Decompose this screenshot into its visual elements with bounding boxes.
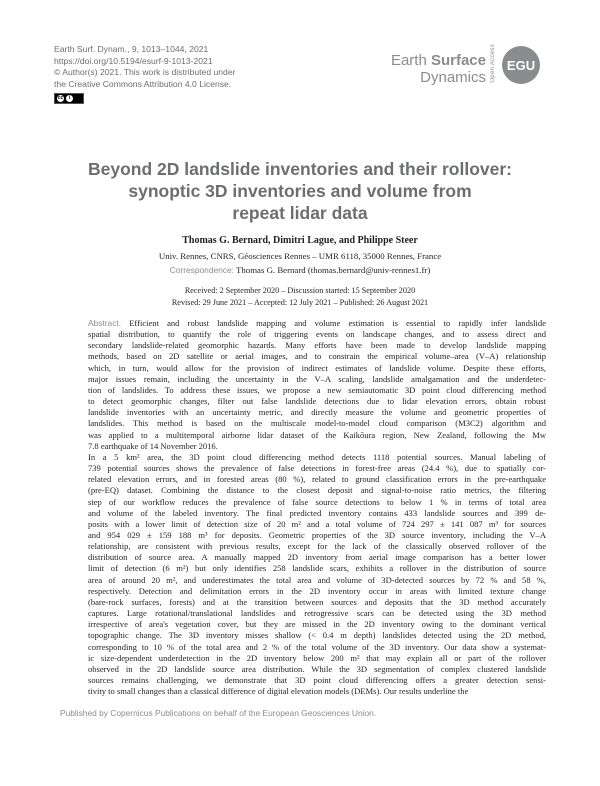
journal-name: Earth Surface Dynamics	[390, 52, 486, 86]
correspondence	[0, 265, 600, 275]
abstract-line: and 954 029 ± 159 188 m³ for deposits. Geometric properties of the 3D source inventory, including the V–A	[88, 529, 546, 540]
received-dates: Received: 2 September 2020 – Discussion started: 15 September 2020	[184, 286, 416, 295]
publication-dates	[0, 285, 600, 309]
publisher-footer: Published by Copernicus Publications on behalf of the European Geosciences Union.	[60, 708, 377, 718]
abstract-line: posits with a lower limit of detection size of 20 m² and a total volume of 724 297 ± 141 087 m³ for sources	[88, 518, 546, 529]
egu-logo-icon	[500, 44, 542, 86]
abstract-line: which, in turn, would allow for the provision of indirect estimates of landslide volume. Despite these efforts,	[88, 362, 546, 373]
copyright-line: © Author(s) 2021. This work is distributed under	[54, 67, 236, 78]
abstract-line: ic size-dependent underdetection in the 2D inventory below 200 m² that may explain all or part of the rollover	[88, 652, 546, 663]
abstract-line: secondary landslide-related geomorphic hazards. Many efforts have been made to develop landslide mapping	[88, 340, 546, 351]
abstract-line: was applied to a multitemporal airborne lidar dataset of the Kaikōura region, New Zealand, following the Mw	[88, 429, 546, 440]
abstract-line: limit of detection (6 m²) but only identifies 258 landslide scars, exhibits a rollover in the distribution of source	[88, 563, 546, 574]
abstract-label: Abstract.	[88, 318, 122, 328]
open-access-label: Open Access	[490, 44, 496, 83]
abstract-line: landslide inventories with an uncertainty metric, and directly measure the volume and geometric properties of	[88, 407, 546, 418]
abstract-line: and volume of the labeled inventory. The final predicted inventory contains 433 landslide sources and 399 de-	[88, 507, 546, 518]
abstract-line: (bare-rock surfaces, forests) and at the transition between sources and deposits that the 3D method accurately	[88, 596, 546, 607]
abstract-line: (pre-EQ) dataset. Combining the distance to the closest deposit and signal-to-noise ratio metrics, the filtering	[88, 485, 546, 496]
abstract-line: 7.8 earthquake of 14 November 2016.	[88, 440, 218, 451]
abstract-line: methods, based on 2D satellite or aerial images, and to constrain the empirical volume–area (V–A) relationship	[88, 351, 546, 362]
abstract-line: step of our workflow reduces the prevalence of false source detections to below 1 % in terms of total area	[88, 496, 546, 507]
citation-line: Earth Surf. Dynam., 9, 1013–1044, 2021	[54, 44, 209, 54]
paper-title: Beyond 2D landslide inventories and their rollover: synoptic 3D inventories and volume from repeat lidar data	[88, 159, 512, 223]
abstract-line-text: Efficient and robust landslide mapping and volume estimation is essential to rapidly infer landslide	[121, 318, 546, 328]
doi-link[interactable]: https://doi.org/10.5194/esurf-9-1013-2021	[54, 55, 213, 66]
article-metadata	[54, 44, 235, 90]
abstract-text	[88, 318, 546, 697]
abstract-line: major issues remain, including the uncertainty in the V–A scaling, landslide amalgamation and the underdetec-	[88, 373, 546, 384]
affiliation: Univ. Rennes, CNRS, Géosciences Rennes – UMR 6118, 35000 Rennes, France	[158, 251, 442, 261]
abstract-line: area of around 20 m², and underestimates the total area and volume of 3D-detected sources by 72 % and 58 %,	[88, 574, 546, 585]
cc-circle-icon: cc	[57, 95, 64, 101]
author-list: Thomas G. Bernard, Dimitri Lague, and Philippe Steer	[182, 235, 418, 246]
by-circle-icon: i	[66, 95, 73, 102]
abstract-line: irrespective of area's vegetation cover, but they are missed in the 2D inventory owing to the dominant vertical	[88, 619, 546, 630]
abstract-line: 739 potential sources shows the prevalence of false detections in forest-free areas (24.4 %), due to spatially cor-	[88, 463, 546, 474]
abstract-line: to detect geomorphic changes, filter out false landslide detections due to lidar elevation errors, obtain robust	[88, 396, 546, 407]
correspondence-text[interactable]: Thomas G. Bernard (thomas.bernard@univ-rennes1.fr)	[233, 265, 431, 275]
abstract-line: tion of landslides. To address these issues, we propose a new semiautomatic 3D point cloud differencing method	[88, 384, 546, 395]
correspondence-label: Correspondence:	[169, 265, 234, 275]
abstract-line: tivity to small changes than a classical difference of digital elevation models (DEMs). Our results underline the	[88, 686, 469, 697]
abstract-line	[88, 318, 546, 329]
abstract-line: In a 5 km² area, the 3D point cloud differencing method detects 1118 potential sources. Manual labeling of	[88, 451, 546, 462]
abstract-line: corresponding to 10 % of the total area and 2 % of the total volume of the 3D inventory. Our data show a systemat-	[88, 641, 546, 652]
abstract-line: respectively. Detection and delimitation errors in the 2D inventory occur in areas with limited texture change	[88, 585, 546, 596]
abstract-line: spatial distribution, to quantify the role of triggering events on landscape changes, and to assess direct and	[88, 329, 546, 340]
abstract-line: landslides. This method is based on the multiscale model-to-model cloud comparison (M3C2) algorithm and	[88, 418, 546, 429]
cc-by-badge-icon[interactable]	[54, 93, 84, 104]
revised-dates: Revised: 29 June 2021 – Accepted: 12 July 2021 – Published: 26 August 2021	[171, 298, 429, 307]
abstract-line: related elevation errors, and in forested areas (80 %), related to ground classification errors in the pre-earthquake	[88, 474, 546, 485]
abstract-line: relationship, are consistent with previous results, except for the lack of the classically observed rollover of the	[88, 541, 546, 552]
license-line[interactable]: the Creative Commons Attribution 4.0 License.	[54, 78, 232, 89]
abstract-line: observed in the 2D landslide source area distribution. While the 3D segmentation of complex clustered landslide	[88, 663, 546, 674]
abstract-line: sources remains challenging, we demonstrate that 3D point cloud differencing offers a greater detection sensi-	[88, 675, 546, 685]
abstract-line: captures. Large rotational/translational landslides and retrogressive scars can be detected using the 3D method	[88, 608, 546, 619]
egu-logo-text: EGU	[506, 58, 536, 73]
abstract-line: distribution of source area. A manually mapped 2D inventory from aerial image comparison has a better lower	[88, 552, 546, 563]
abstract-line: topographic change. The 3D inventory misses shallow (< 0.4 m depth) landslides detected using the 2D method,	[88, 630, 546, 641]
journal-branding	[391, 44, 542, 86]
